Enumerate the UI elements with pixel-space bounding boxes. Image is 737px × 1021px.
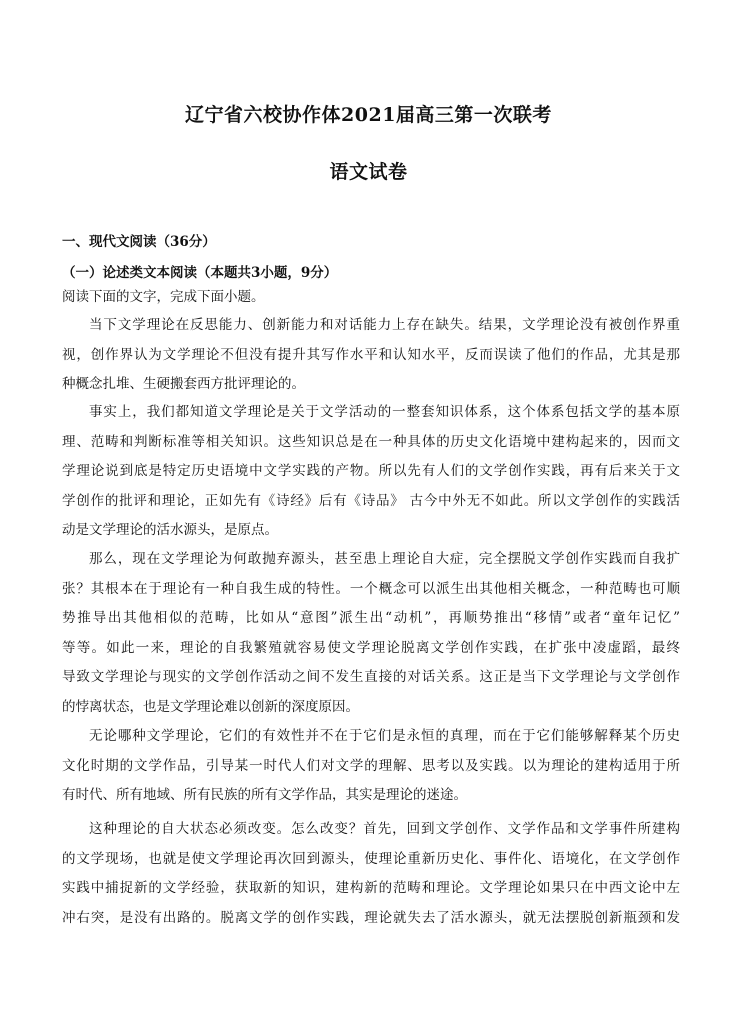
exam-title: 辽宁省六校协作体2021届高三第一次联考 <box>185 104 552 126</box>
paragraph-line: 当下文学理论在反思能力、创新能力和对话能力上存在缺失。结果，文学理论没有被创作界重 <box>89 317 680 333</box>
paragraph-line: 张？其根本在于理论有一种自我生成的特性。一个概念可以派生出其他相关概念，一种范畴也可顺 <box>62 580 680 597</box>
paragraph-5 <box>62 815 680 933</box>
paragraph-line: 那么，现在文学理论为何敢抛弃源头，甚至患上理论自大症，完全摆脱文学创作实践而自我扩 <box>89 551 680 567</box>
paragraph-line: 等等。如此一来，理论的自我繁殖就容易使文学理论脱离文学创作实践，在扩张中凌虚蹈，最终 <box>62 639 680 656</box>
paragraph-line: 的文学现场，也就是使文学理论再次回到源头，使理论重新历史化、事件化、语境化，在文学创作 <box>62 850 680 867</box>
paragraph-4 <box>62 722 680 811</box>
paragraph-line: 的悖离状态，也是文学理论难以创新的深度原因。 <box>62 698 359 715</box>
paragraph-line: 学理论说到底是特定历史语境中文学实践的产物。所以先有人们的文学创作实践，再有后来关于文 <box>62 463 680 479</box>
paragraph-line: 无论哪种文学理论，它们的有效性并不在于它们是永恒的真理，而在于它们能够解释某个历史 <box>89 728 680 744</box>
section-heading: 一、现代文阅读（36分） <box>62 234 216 250</box>
paragraph-line: 势推导出其他相似的范畴，比如从“意图”派生出“动机”，再顺势推出“移情”或者“童年记忆” <box>62 610 680 626</box>
paragraph-line: 理、范畴和判断标准等相关知识。这些知识总是在一种具体的历史文化语境中建构起来的，因而文 <box>62 433 680 450</box>
paragraph-line: 这种理论的自大状态必须改变。怎么改变？首先，回到文学创作、文学作品和文学事件所建构 <box>89 821 680 837</box>
paragraph-3 <box>62 545 680 722</box>
paragraph-line: 学创作的批评和理论，正如先有《诗经》后有《诗品》 古今中外无不如此。所以文学创作的实践活 <box>62 492 680 509</box>
paragraph-line: 导致文学理论与现实的文学创作活动之间不发生直接的对话关系。这正是当下文学理论与文学创作 <box>62 669 680 685</box>
paragraph-line: 有时代、所有地域、所有民族的所有文学作品，其实是理论的迷途。 <box>62 787 467 803</box>
instruction-text: 阅读下面的文字，完成下面小题。 <box>62 289 265 305</box>
paragraph-line: 冲右突，是没有出路的。脱离文学的创作实践，理论就失去了活水源头，就无法摆脱创新瓶颈和发 <box>62 909 680 926</box>
paragraph-2 <box>62 398 680 546</box>
paragraph-line: 实践中捕捉新的文学经验，获取新的知识，建构新的范畴和理论。文学理论如果只在中西文论中左 <box>62 880 680 896</box>
paragraph-line: 动是文学理论的活水源头，是原点。 <box>62 522 278 538</box>
subsection-heading: （一）论述类文本阅读（本题共3小题，9分） <box>62 265 338 281</box>
paragraph-line: 文化时期的文学作品，引导某一时代人们对文学的理解、思考以及实践。以为理论的建构适用于所 <box>62 757 680 774</box>
paragraph-line: 视，创作界认为文学理论不但没有提升其写作水平和认知水平，反而误读了他们的作品，尤其是那 <box>62 346 680 363</box>
paragraph-line: 事实上，我们都知道文学理论是关于文学活动的一整套知识体系，这个体系包括文学的基本原 <box>89 404 680 420</box>
paragraph-1 <box>62 311 680 400</box>
exam-subtitle: 语文试卷 <box>329 161 408 183</box>
paragraph-line: 种概念扎堆、生硬搬套西方批评理论的。 <box>62 376 305 392</box>
